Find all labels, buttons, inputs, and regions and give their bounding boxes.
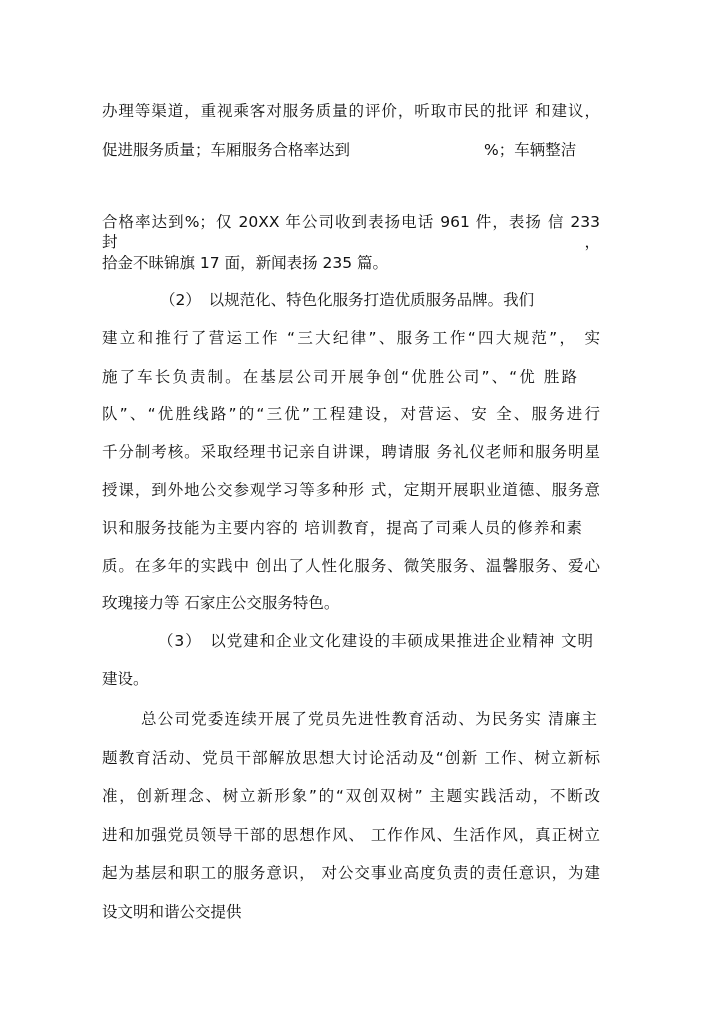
section-heading: （2） 以规范化、特色化服务打造优质服务品牌。我们 <box>160 291 535 309</box>
text-line: 识和服务技能为主要内容的 培训教育，提高了司乘人员的修养和素 <box>102 519 582 537</box>
text-line: 队”、“优胜线路”的“三优”工程建设，对营运、安 全、服务进行 <box>102 405 600 423</box>
text-line: 准，创新理念、树立新形象”的“双创双树” 主题实践活动，不断改 <box>102 787 600 805</box>
section-heading: （3） 以党建和企业文化建设的丰硕成果推进企业精神 文明 <box>158 632 593 650</box>
text-line: 进和加强党员领导干部的思想作风、 工作作风、生活作风，真正树立 <box>102 826 600 844</box>
text-line: 建设。 <box>102 670 149 688</box>
text-line: 总公司党委连续开展了党员先进性教育活动、为民务实 清廉主 <box>141 710 597 728</box>
text-line: 质。在多年的实践中 创出了人性化服务、微笑服务、温馨服务、爱心 <box>102 557 600 575</box>
text-line: 合格率达到%；仅 20XX 年公司收到表扬电话 961 件，表扬 信 233 封， <box>102 213 600 251</box>
text-line: 办理等渠道，重视乘客对服务质量的评价，听取市民的批评 和建议， <box>102 102 600 120</box>
text-line: 题教育活动、党员干部解放思想大讨论活动及“创新 工作、树立新标 <box>102 749 600 767</box>
text-line: 千分制考核。采取经理书记亲自讲课，聘请服 务礼仪老师和服务明星 <box>102 443 600 461</box>
text-line: 促进服务质量；车厢服务合格率达到 <box>102 141 351 159</box>
text-line: 起为基层和职工的服务意识， 对公交事业高度负责的责任意识，为建 <box>102 864 600 882</box>
text-line: 拾金不昧锦旗 17 面，新闻表扬 235 篇。 <box>102 254 389 272</box>
text-line: 建立和推行了营运工作 “三大纪律”、服务工作“四大规范”， 实 <box>102 329 600 347</box>
text-line: 授课，到外地公交参观学习等多种形 式，定期开展职业道德、服务意 <box>102 481 600 499</box>
text-line: 玫瑰接力等 石家庄公交服务特色。 <box>102 594 340 612</box>
text-line: 施了车长负责制。在基层公司开展争创“优胜公司”、“优 胜路 <box>102 368 577 386</box>
text-line: 设文明和谐公交提供 <box>102 903 242 921</box>
text-line: %；车辆整洁 <box>484 141 577 159</box>
